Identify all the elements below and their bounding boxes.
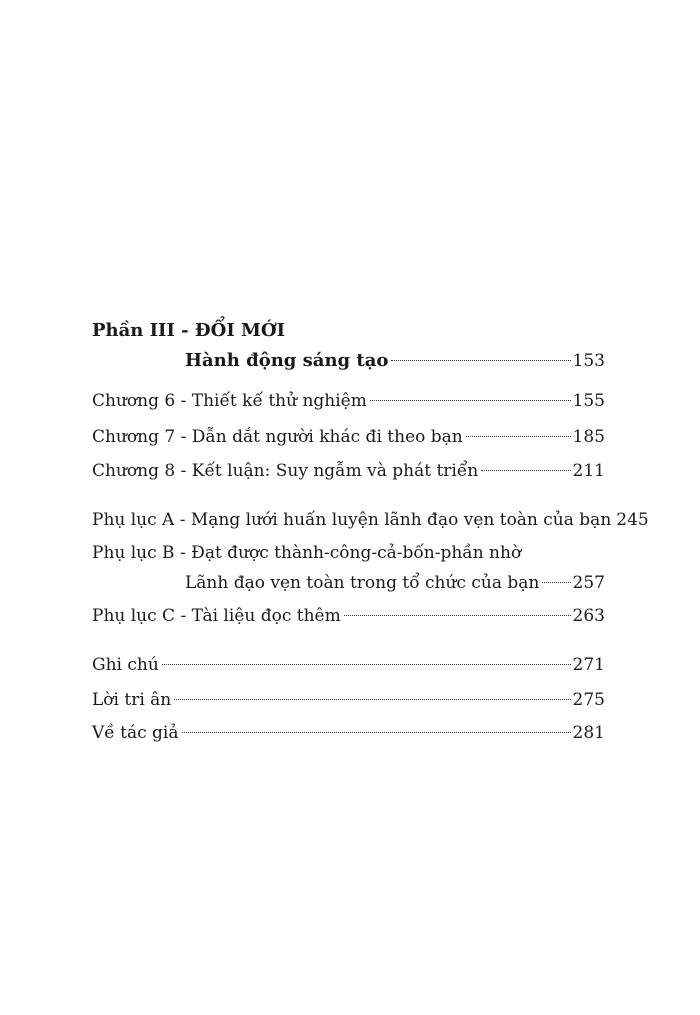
toc-entry-label: Phụ lục A - Mạng lưới huấn luyện lãnh đạo vẹn toàn của bạn bbox=[92, 510, 612, 530]
toc-entry-label: Ghi chú bbox=[92, 655, 159, 675]
toc-page-number: 263 bbox=[572, 606, 605, 626]
dot-leader bbox=[182, 732, 571, 733]
dot-leader bbox=[370, 400, 571, 401]
dot-leader bbox=[174, 699, 570, 700]
dot-leader bbox=[391, 360, 570, 361]
toc-entry-label: Phụ lục C - Tài liệu đọc thêm bbox=[92, 606, 341, 626]
toc-entry-appendix-a[interactable] bbox=[92, 507, 649, 533]
toc-entry-label: Về tác giả bbox=[92, 723, 179, 743]
toc-page-number: 153 bbox=[572, 351, 605, 371]
toc-entry-appendix-b-line1[interactable] bbox=[92, 540, 605, 566]
toc-entry-label: Chương 6 - Thiết kế thử nghiệm bbox=[92, 391, 367, 411]
toc-entry-label: Lãnh đạo vẹn toàn trong tổ chức của bạn bbox=[185, 573, 540, 593]
toc-page-number: 185 bbox=[572, 427, 605, 447]
toc-entry-chapter-6[interactable] bbox=[92, 388, 605, 414]
toc-page-number: 271 bbox=[572, 655, 605, 675]
toc-entry-label: Phụ lục B - Đạt được thành-công-cả-bốn-phần nhờ bbox=[92, 543, 522, 563]
toc-entry-label: Chương 8 - Kết luận: Suy ngẫm và phát triển bbox=[92, 461, 479, 481]
toc-entry-appendix-b-line2[interactable] bbox=[185, 570, 605, 596]
toc-entry-chapter-8[interactable] bbox=[92, 458, 605, 484]
toc-page-number: 155 bbox=[572, 391, 605, 411]
toc-entry-chapter-7[interactable] bbox=[92, 424, 605, 450]
toc-entry-notes[interactable] bbox=[92, 652, 605, 678]
dot-leader bbox=[542, 582, 570, 583]
toc-page-number: 245 bbox=[616, 510, 649, 530]
toc-entry-label: Lời tri ân bbox=[92, 690, 172, 710]
toc-entry-label: Chương 7 - Dẫn dắt người khác đi theo bạn bbox=[92, 427, 463, 447]
dot-leader bbox=[344, 615, 571, 616]
toc-entry-appendix-c[interactable] bbox=[92, 603, 605, 629]
toc-page-number: 211 bbox=[572, 461, 605, 481]
dot-leader bbox=[466, 436, 571, 437]
toc-entry-label: Hành động sáng tạo bbox=[185, 350, 389, 371]
toc-page-number: 275 bbox=[572, 690, 605, 710]
toc-entry-acknowledgements[interactable] bbox=[92, 687, 605, 713]
dot-leader bbox=[481, 470, 570, 471]
part-heading: Phần III - ĐỔI MỚI bbox=[92, 320, 286, 341]
toc-page-number: 281 bbox=[572, 723, 605, 743]
toc-page-number: 257 bbox=[572, 573, 605, 593]
toc-entry-part-subtitle[interactable] bbox=[185, 348, 605, 374]
dot-leader bbox=[162, 664, 571, 665]
toc-entry-about-author[interactable] bbox=[92, 720, 605, 746]
